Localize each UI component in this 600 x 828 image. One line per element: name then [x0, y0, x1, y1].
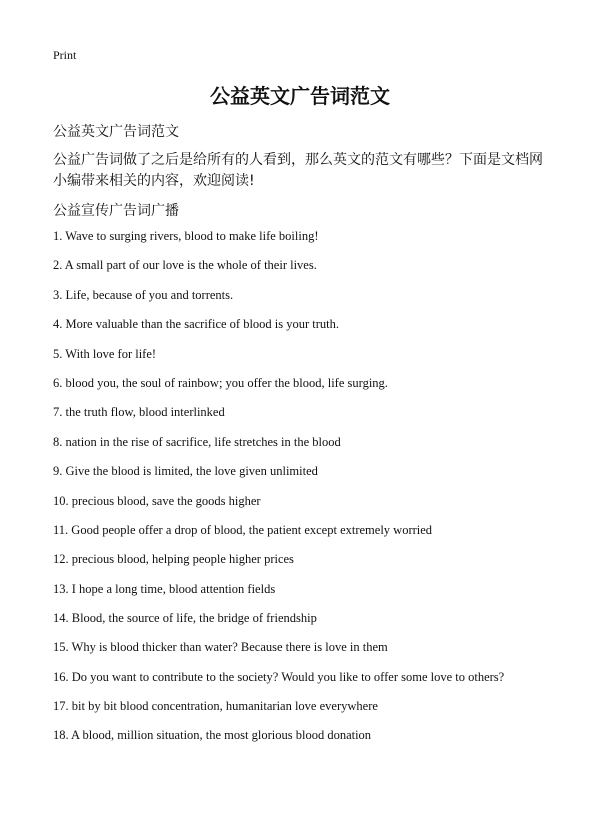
list-item: 5. With love for life!	[53, 346, 157, 361]
list-item: 7. the truth flow, blood interlinked	[53, 405, 225, 420]
list-item: 16. Do you want to contribute to the society? Would you like to offer some love to others?	[53, 669, 505, 684]
list-item: 4. More valuable than the sacrifice of blood is your truth.	[53, 317, 340, 332]
list-item: 12. precious blood, helping people higher prices	[53, 552, 294, 567]
list-item: 2. A small part of our love is the whole of their lives.	[53, 258, 317, 273]
list-item: 18. A blood, million situation, the most glorious blood donation	[53, 728, 372, 743]
list-item: 6. blood you, the soul of rainbow; you offer the blood, life surging.	[53, 375, 388, 390]
list-item: 3. Life, because of you and torrents.	[53, 287, 234, 302]
section-heading: 公益宣传广告词广播	[53, 203, 179, 219]
list-item: 9. Give the blood is limited, the love given unlimited	[53, 464, 318, 479]
list-item: 1. Wave to surging rivers, blood to make life boiling!	[53, 229, 319, 243]
list-item: 13. I hope a long time, blood attention fields	[53, 581, 276, 596]
list-item: 10. precious blood, save the goods higher	[53, 493, 261, 508]
list-item: 17. bit by bit blood concentration, humanitarian love everywhere	[53, 698, 378, 713]
page-title: 公益英文广告词范文	[210, 84, 390, 108]
intro-paragraph: 公益广告词做了之后是给所有的人看到，那么英文的范文有哪些？下面是文档网小编带来相关的内容，欢迎阅读!	[53, 152, 543, 189]
slogan-list	[53, 228, 553, 757]
list-item: 8. nation in the rise of sacrifice, life stretches in the blood	[53, 434, 341, 449]
document-subtitle: 公益英文广告词范文	[53, 124, 179, 140]
print-label: Print	[53, 48, 77, 62]
list-item: 14. Blood, the source of life, the bridge of friendship	[53, 611, 317, 626]
list-item: 15. Why is blood thicker than water? Because there is love in them	[53, 640, 388, 655]
list-item: 11. Good people offer a drop of blood, the patient except extremely worried	[53, 522, 433, 537]
